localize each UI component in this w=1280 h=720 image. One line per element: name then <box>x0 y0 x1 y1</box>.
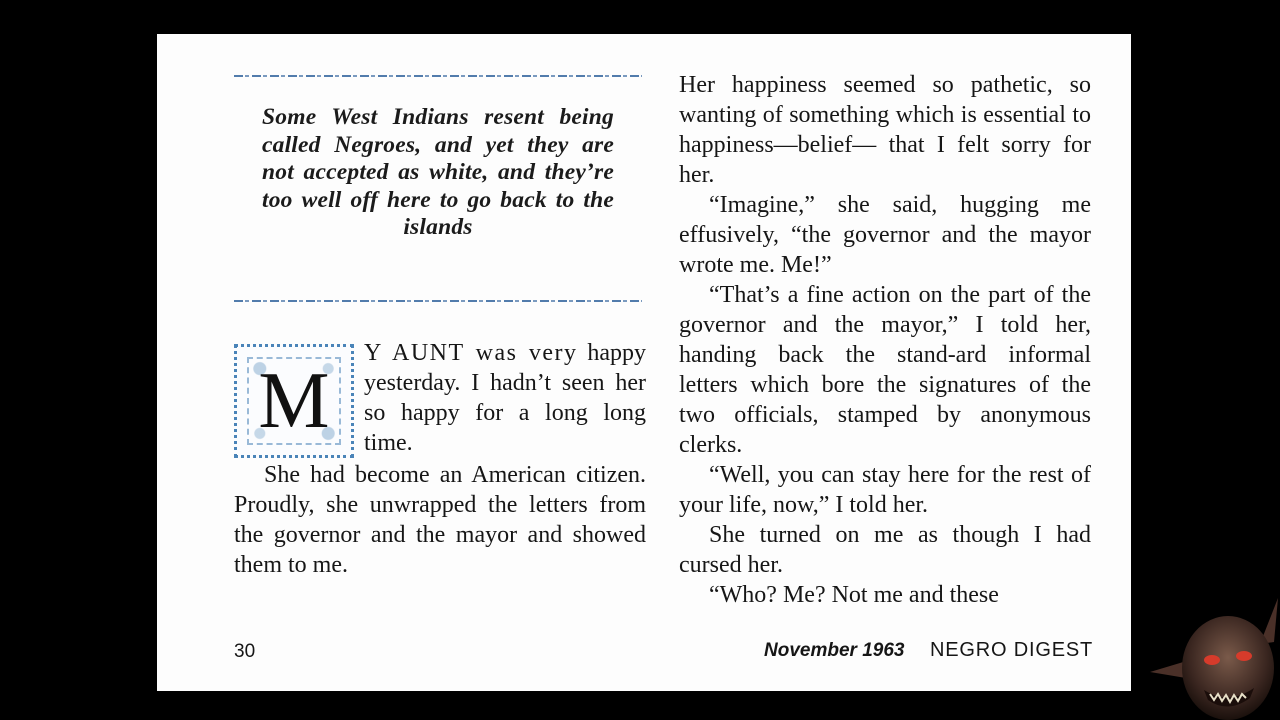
paragraph: Her happiness seemed so pathetic, so wanting of something which is essential to happiness—belief— that I felt sorry for her. <box>679 72 1091 188</box>
goblin-face-icon <box>1150 598 1280 720</box>
page-number: 30 <box>234 641 256 662</box>
issue-date: November 1963 <box>764 640 905 661</box>
opening-rest: happy yesterday. I hadn’t seen her so happy for a long long time. <box>364 340 647 456</box>
top-divider <box>234 75 642 77</box>
paragraph: She had become an American citizen. Proudly, she unwrapped the letters from the governor and the mayor and showed them to me. <box>234 462 646 578</box>
magazine-page <box>157 34 1131 691</box>
paragraph: “Imagine,” she said, hugging me effusively, “the governor and the mayor wrote me. Me!” <box>679 192 1091 278</box>
drop-cap-ornament <box>234 344 354 458</box>
running-footer <box>764 639 1093 662</box>
left-column <box>234 338 646 580</box>
pull-quote: Some West Indians resent being called Negroes, and yet they are not accepted as white, and they’re too well off here to go back to the islands <box>262 104 614 240</box>
paragraph: She turned on me as though I had cursed her. <box>679 522 1091 578</box>
paragraph: “Well, you can stay here for the rest of your life, now,” I told her. <box>679 462 1091 518</box>
paragraph: “That’s a fine action on the part of the governor and the mayor,” I told her, handing back the stand-ard informal letters which bore the signatures of the two officials, stamped by anonymous clerks. <box>679 282 1091 458</box>
drop-cap-letter: M <box>258 357 330 445</box>
paragraph: “Who? Me? Not me and these <box>709 582 999 608</box>
magazine-title: NEGRO DIGEST <box>930 639 1093 661</box>
bottom-divider <box>234 300 642 302</box>
right-column <box>679 70 1091 610</box>
opening-first-line: Y AUNT was very <box>364 340 578 366</box>
